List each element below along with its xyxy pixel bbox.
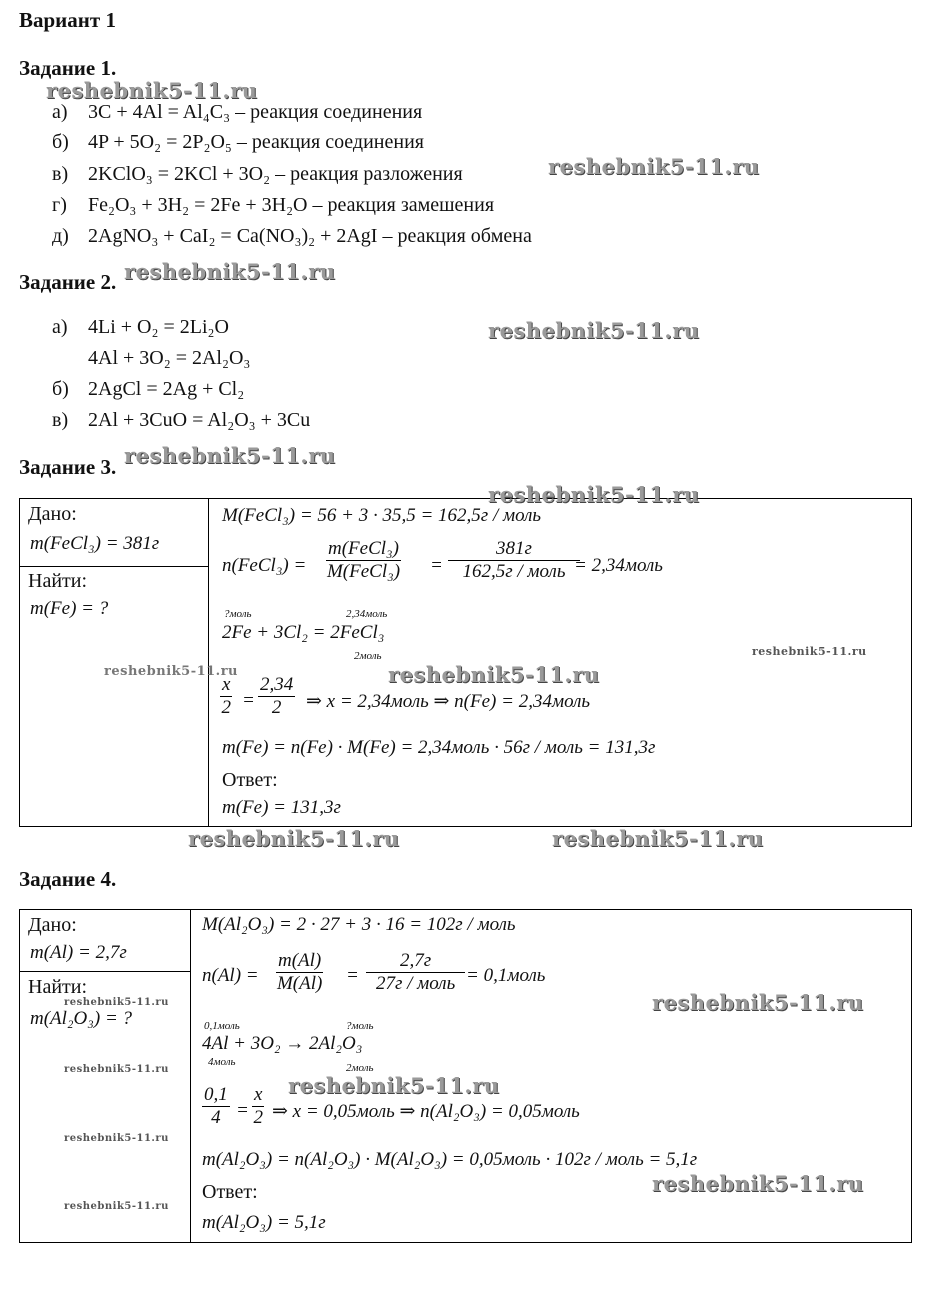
watermark: reshebnik5-11.ru — [188, 826, 400, 851]
task4-n-lhs: n(Al) = — [202, 965, 259, 986]
watermark: reshebnik5-11.ru — [124, 259, 336, 284]
task3-p-result: ⇒ x = 2,34моль ⇒ n(Fe) = 2,34моль — [306, 691, 591, 712]
task4-mass: m(Al₂O₃) = n(Al₂O₃) · M(Al₂O₃) = 0,05моль · 102г / моль = 5,1г — [202, 1149, 698, 1170]
task3-reaction-over2: 2,34моль — [346, 608, 388, 620]
watermark: reshebnik5-11.ru — [64, 1133, 169, 1144]
task3-p-frac1: $\frac{x}{2}$ — [221, 674, 231, 718]
watermark: reshebnik5-11.ru — [288, 1073, 500, 1098]
watermark: reshebnik5-11.ru — [548, 154, 760, 179]
watermark: reshebnik5-11.ru — [752, 645, 867, 658]
watermark: reshebnik5-11.ru — [488, 482, 700, 507]
task3-reaction: 2Fe + 3Cl₂ = 2FeCl₃ — [222, 622, 385, 643]
task4-n-eq: = — [346, 965, 359, 986]
task3-answer: m(Fe) = 131,3г — [222, 797, 341, 818]
task4-given-label: Дано: — [28, 914, 77, 936]
task3-n-frac1: m(FeCl₃) M(FeCl₃) — [326, 538, 401, 582]
task4-p-eq: = — [236, 1100, 249, 1121]
task3-n-eq: = — [430, 555, 443, 576]
task4-reaction-over1: 0,1моль — [204, 1020, 240, 1032]
task2-item-c: в) 2Al + 3CuO = Al₂O₃ + 3Cu — [52, 409, 311, 431]
watermark: reshebnik5-11.ru — [64, 997, 169, 1008]
task3-given-label: Дано: — [28, 503, 77, 525]
task4-n-result: = 0,1моль — [466, 965, 546, 986]
task4-n-frac2: 2,7г 27г / моль — [366, 950, 465, 995]
task3-divider — [208, 498, 209, 826]
task4-answer: m(Al₂O₃) = 5,1г — [202, 1212, 326, 1233]
watermark: reshebnik5-11.ru — [652, 1171, 864, 1196]
task3-n-result: = 2,34моль — [574, 555, 663, 576]
task4-heading: Задание 4. — [19, 867, 117, 891]
task3-heading: Задание 3. — [19, 455, 117, 479]
task2-item-b: б) 2AgCl = 2Ag + Cl₂ — [52, 378, 245, 400]
task3-reaction-under: 2моль — [354, 650, 382, 662]
watermark: reshebnik5-11.ru — [64, 1064, 169, 1075]
watermark: reshebnik5-11.ru — [104, 664, 239, 679]
task4-answer-label: Ответ: — [202, 1181, 258, 1203]
watermark: reshebnik5-11.ru — [124, 443, 336, 468]
task3-find-label: Найти: — [28, 570, 88, 592]
task4-find: m(Al₂O₃) = ? — [30, 1008, 133, 1029]
task2-item-a2: 4Al + 3O₂ = 2Al₂O₃ — [88, 347, 251, 369]
task3-reaction-over1: ?моль — [224, 608, 252, 620]
task1-heading: Задание 1. — [19, 56, 117, 80]
task4-p-result: ⇒ x = 0,05моль ⇒ n(Al₂O₃) = 0,05моль — [272, 1101, 580, 1122]
task1-item-c: в) 2KClO₃ = 2KCl + 3O₂ – реакция разложения — [52, 163, 463, 185]
task4-reaction-under2: 2моль — [346, 1062, 374, 1074]
watermark: reshebnik5-11.ru — [652, 990, 864, 1015]
task1-item-b: б) 4P + 5O₂ = 2P₂O₅ – реакция соединения — [52, 131, 424, 153]
task4-given-divider — [19, 971, 190, 972]
task3-p-frac2: $\frac{2,34}{2}$ — [260, 674, 294, 718]
task4-divider — [190, 909, 191, 1242]
task1-item-d: г) Fe₂O₃ + 3H₂ = 2Fe + 3H₂O – реакция замешения — [52, 194, 495, 216]
task1-item-a: а) 3C + 4Al = Al₄C₃ – реакция соединения — [52, 101, 423, 123]
task4-reaction: 4Al + 3O₂ → 2Al₂O₃ — [202, 1033, 363, 1054]
watermark: reshebnik5-11.ru — [46, 78, 258, 103]
task3-n-frac2: 381г 162,5г / моль — [448, 538, 580, 583]
task3-given-divider — [19, 566, 208, 567]
task4-given: m(Al) = 2,7г — [30, 942, 127, 963]
task4-reaction-over2: ?моль — [346, 1020, 374, 1032]
task1-item-e: д) 2AgNO₃ + CaI₂ = Ca(NO₃)₂ + 2AgI – реакция обмена — [52, 225, 532, 247]
watermark: reshebnik5-11.ru — [552, 826, 764, 851]
task3-mass: m(Fe) = n(Fe) · M(Fe) = 2,34моль · 56г / моль = 131,3г — [222, 737, 656, 758]
task2-item-a: а) 4Li + O₂ = 2Li₂O — [52, 316, 229, 338]
task3-answer-label: Ответ: — [222, 769, 278, 791]
task4-reaction-under1: 4моль — [208, 1056, 236, 1068]
task4-molar: M(Al₂O₃) = 2 · 27 + 3 · 16 = 102г / моль — [202, 914, 516, 935]
task4-n-frac1: $\frac{m(Al)}{M(Al)}$ — [276, 950, 323, 994]
task4-find-label: Найти: — [28, 976, 88, 998]
task3-find: m(Fe) = ? — [30, 598, 109, 619]
task3-p-eq: = — [242, 690, 255, 711]
task3-n-lhs: n(FeCl₃) = — [222, 555, 307, 576]
task3-molar: M(FeCl₃) = 56 + 3 · 35,5 = 162,5г / моль — [222, 505, 542, 526]
task4-p-frac2: $\frac{x}{2}$ — [253, 1084, 263, 1128]
task2-heading: Задание 2. — [19, 270, 117, 294]
page-title: Вариант 1 — [19, 8, 116, 32]
task4-p-frac1: $\frac{0,1}{4}$ — [204, 1084, 228, 1128]
watermark: reshebnik5-11.ru — [488, 318, 700, 343]
watermark: reshebnik5-11.ru — [64, 1201, 169, 1212]
task3-given: m(FeCl₃) = 381г — [30, 533, 160, 554]
watermark: reshebnik5-11.ru — [388, 662, 600, 687]
